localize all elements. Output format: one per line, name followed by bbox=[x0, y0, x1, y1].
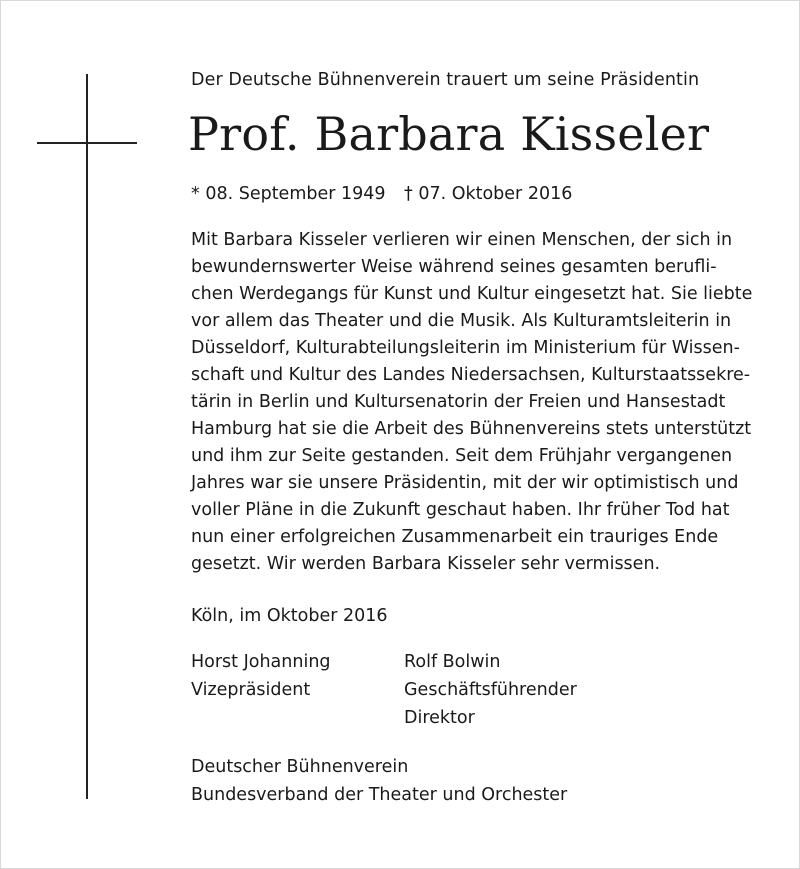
signatory-name: Horst Johanning bbox=[191, 652, 331, 672]
text-line: schaft und Kultur des Landes Niedersachsen, Kulturstaatssekre- bbox=[191, 365, 751, 385]
organization-name: Deutscher Bühnenverein bbox=[191, 757, 409, 777]
text-line: bewundernswerter Weise während seines gesamten berufli- bbox=[191, 257, 717, 277]
text-line: tärin in Berlin und Kultursenatorin der Freien und Hansestadt bbox=[191, 392, 726, 412]
organization-block bbox=[191, 753, 781, 809]
life-dates bbox=[191, 182, 781, 206]
text-line: chen Werdegangs für Kunst und Kultur eingesetzt hat. Sie liebte bbox=[191, 284, 753, 304]
text-line: und ihm zur Seite gestanden. Seit dem Frühjahr vergangenen bbox=[191, 446, 733, 466]
signatory-name: Rolf Bolwin bbox=[404, 652, 501, 672]
cross-vertical-bar bbox=[86, 74, 88, 799]
signatories bbox=[191, 648, 781, 732]
signatory bbox=[404, 648, 617, 732]
signatory-role: Geschäftsführender Direktor bbox=[404, 680, 577, 728]
organization-subtitle: Bundesverband der Theater und Orchester bbox=[191, 785, 568, 805]
obituary-content bbox=[188, 68, 781, 809]
death-date: † 07. Oktober 2016 bbox=[404, 184, 573, 204]
text-line: vor allem das Theater und die Musik. Als Kulturamtsleiterin in bbox=[191, 311, 732, 331]
birth-date: * 08. September 1949 bbox=[191, 184, 386, 204]
text-line: Hamburg hat sie die Arbeit des Bühnenvereins stets unterstützt bbox=[191, 419, 752, 439]
text-line: nun einer erfolgreichen Zusammenarbeit ein trauriges Ende bbox=[191, 527, 719, 547]
intro-line: Der Deutsche Bühnenverein trauert um seine Präsidentin bbox=[191, 70, 700, 90]
signatory-role: Vizepräsident bbox=[191, 680, 311, 700]
signatory bbox=[191, 648, 404, 732]
text-line: voller Pläne in die Zukunft geschaut haben. Ihr früher Tod hat bbox=[191, 500, 730, 520]
text-line: Jahres war sie unsere Präsidentin, mit der wir optimistisch und bbox=[191, 473, 739, 493]
obituary-text bbox=[191, 227, 781, 578]
text-line: Düsseldorf, Kulturabteilungsleiterin im Ministerium für Wissen- bbox=[191, 338, 740, 358]
deceased-name: Prof. Barbara Kisseler bbox=[188, 107, 710, 161]
text-line: Mit Barbara Kisseler verlieren wir einen Menschen, der sich in bbox=[191, 230, 733, 250]
cross-horizontal-bar bbox=[37, 142, 137, 144]
text-line: gesetzt. Wir werden Barbara Kisseler sehr vermissen. bbox=[191, 554, 661, 574]
place-and-date: Köln, im Oktober 2016 bbox=[191, 606, 388, 626]
